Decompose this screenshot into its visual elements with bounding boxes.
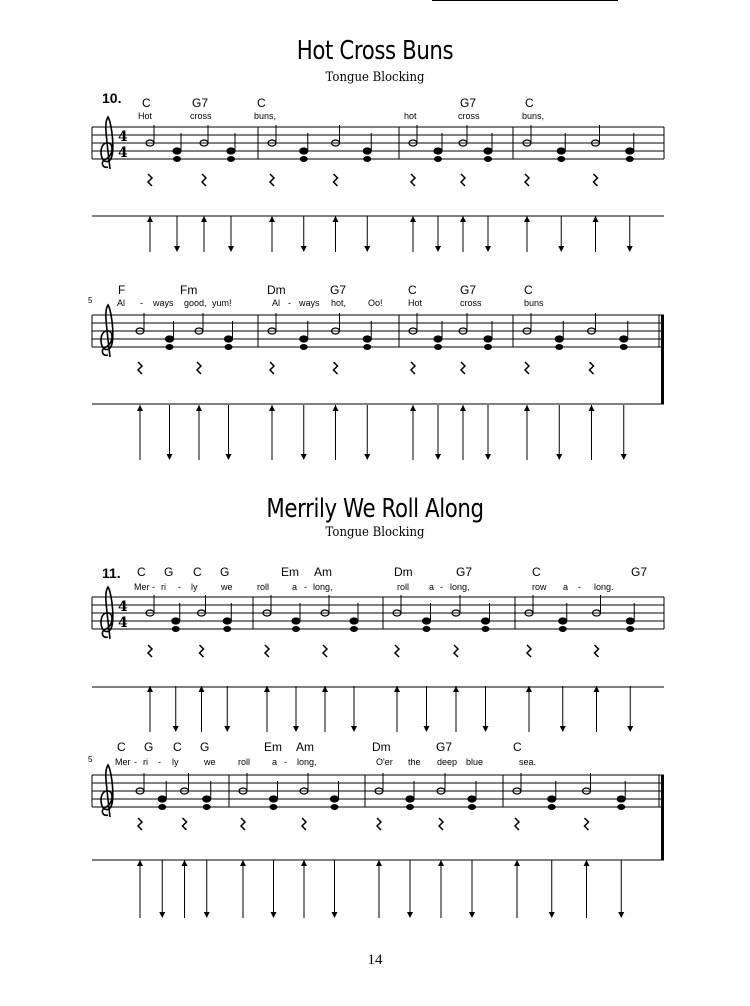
chord-symbol: G7 [460, 283, 477, 297]
chord-symbol: G7 [456, 565, 473, 579]
time-signature-top: 4 [118, 129, 128, 145]
lyric-syllable: a [292, 582, 298, 592]
lyric-syllable: cross [190, 111, 212, 121]
chord-symbol: Fm [180, 283, 198, 297]
blow-arrowhead [438, 860, 444, 866]
lyric-syllable: ri [161, 582, 166, 592]
blow-arrowhead [182, 860, 188, 866]
note-head [617, 796, 625, 802]
lyric-syllable: Hot [138, 111, 153, 121]
lyric-syllable: roll [397, 582, 410, 592]
chord-symbol: C [142, 96, 151, 110]
song-title-2: Merrily We Roll Along [266, 494, 484, 524]
lyric-syllable: buns [524, 298, 544, 308]
song-title-1: Hot Cross Buns [296, 36, 454, 66]
blow-arrowhead [514, 860, 520, 866]
note-head [270, 796, 278, 802]
lyric-syllable: hot, [331, 298, 347, 308]
chord-symbol: Dm [372, 740, 391, 754]
measure-number: 5 [88, 296, 93, 305]
draw-arrowhead [332, 912, 338, 918]
lyric-syllable: long, [297, 757, 317, 767]
chord-symbol: Dm [394, 565, 413, 579]
lyric-syllable: buns, [522, 111, 545, 121]
lyric-syllable: deep [437, 757, 458, 767]
chord-symbol: C [525, 96, 534, 110]
chord-symbol: C [117, 740, 126, 754]
lyric-syllable: good, [184, 298, 207, 308]
tab-rest [377, 818, 381, 830]
lyric-syllable: a [272, 757, 278, 767]
chord-symbol: G7 [330, 283, 347, 297]
lyric-syllable: Al [272, 298, 281, 308]
chord-symbol: G [144, 740, 154, 754]
chord-symbol: Am [296, 740, 314, 754]
lyric-syllable: long, [450, 582, 470, 592]
lyric-syllable: - [140, 298, 143, 308]
lyric-syllable: ways [153, 298, 174, 308]
measure-number: 5 [88, 755, 93, 764]
lyric-syllable: - [284, 757, 287, 767]
lyric-syllable: Mer [115, 757, 131, 767]
chord-symbol: C [513, 740, 522, 754]
tab-rest [585, 818, 589, 830]
lyric-syllable: roll [257, 582, 270, 592]
chord-symbol: F [118, 283, 126, 297]
lyric-syllable: blue [466, 757, 484, 767]
draw-arrowhead [549, 912, 555, 918]
lyric-syllable: we [204, 757, 216, 767]
chord-symbol: Em [281, 565, 299, 579]
lyric-syllable: ly [172, 757, 179, 767]
lyric-syllable: - [440, 582, 443, 592]
lyric-syllable: cross [458, 111, 480, 121]
chord-symbol: C [408, 283, 417, 297]
lyric-syllable: - [304, 582, 307, 592]
note-head [331, 804, 339, 810]
lyric-syllable: - [134, 757, 137, 767]
chord-symbol: Am [314, 565, 332, 579]
end-line [661, 807, 664, 860]
draw-arrowhead [271, 912, 277, 918]
note-head [468, 796, 476, 802]
tab-rest [302, 818, 306, 830]
chord-symbol: Dm [267, 283, 286, 297]
chord-symbol: G7 [192, 96, 209, 110]
note-head [617, 804, 625, 810]
lyric-syllable: ly [191, 582, 198, 592]
tab-rest [183, 818, 187, 830]
note-head [468, 804, 476, 810]
chord-symbol: G [164, 565, 174, 579]
tab-rest [439, 818, 443, 830]
note-head [548, 796, 556, 802]
draw-arrowhead [618, 912, 624, 918]
tab-rest [138, 818, 142, 830]
song-subtitle-2: Tongue Blocking [325, 525, 425, 540]
lyric-syllable: we [221, 582, 233, 592]
chord-symbol: G7 [436, 740, 453, 754]
chord-symbol: C [532, 565, 541, 579]
draw-arrowhead [204, 912, 210, 918]
time-signature-bottom: 4 [118, 145, 128, 161]
note-head [270, 804, 278, 810]
lyric-syllable: long. [594, 582, 614, 592]
blow-arrowhead [301, 860, 307, 866]
lyric-syllable: a [563, 582, 569, 592]
lyric-syllable: - [288, 298, 291, 308]
time-signature-top: 4 [118, 599, 128, 615]
chord-symbol: C [137, 565, 146, 579]
blow-arrowhead [240, 860, 246, 866]
chord-symbol: C [524, 283, 533, 297]
draw-arrowhead [469, 912, 475, 918]
chord-symbol: G7 [631, 565, 648, 579]
lyric-syllable: yum! [212, 298, 232, 308]
note-head [158, 804, 166, 810]
lyric-syllable: Oo! [368, 298, 383, 308]
lyric-syllable: long, [313, 582, 333, 592]
tab-rest [241, 818, 245, 830]
blow-arrowhead [376, 860, 382, 866]
lyric-syllable: a [429, 582, 435, 592]
note-head [203, 796, 211, 802]
time-signature-bottom: 4 [118, 615, 128, 631]
lyric-syllable: - [158, 757, 161, 767]
blow-arrowhead [137, 860, 143, 866]
chord-symbol: G [200, 740, 210, 754]
note-head [406, 796, 414, 802]
lyric-syllable: buns, [254, 111, 277, 121]
lyric-syllable: Al [117, 298, 126, 308]
chord-symbol: C [193, 565, 202, 579]
note-head [406, 804, 414, 810]
lyric-syllable: - [152, 582, 155, 592]
lyric-syllable: sea. [519, 757, 537, 767]
note-head [203, 804, 211, 810]
lyric-syllable: Hot [408, 298, 423, 308]
song-number-2: 11. [102, 565, 121, 581]
song-number-1: 10. [102, 90, 122, 106]
lyric-syllable: ri [143, 757, 148, 767]
page-number: 14 [367, 952, 383, 968]
chord-symbol: C [257, 96, 266, 110]
note-head [158, 796, 166, 802]
draw-arrowhead [407, 912, 413, 918]
draw-arrowhead [159, 912, 165, 918]
final-barline-thick [661, 775, 664, 807]
lyric-syllable: Mer [134, 582, 150, 592]
lyric-syllable: O'er [376, 757, 393, 767]
lyric-syllable: row [532, 582, 547, 592]
song-subtitle-1: Tongue Blocking [325, 70, 425, 85]
chord-symbol: Em [264, 740, 282, 754]
note-head [331, 796, 339, 802]
lyric-syllable: the [408, 757, 421, 767]
lyric-syllable: - [178, 582, 181, 592]
note-head [548, 804, 556, 810]
chord-symbol: C [173, 740, 182, 754]
lyric-syllable: roll [238, 757, 251, 767]
blow-arrowhead [584, 860, 590, 866]
tab-rest [515, 818, 519, 830]
lyric-syllable: hot [404, 111, 417, 121]
lyric-syllable: cross [460, 298, 482, 308]
chord-symbol: G [220, 565, 230, 579]
lyric-syllable: - [578, 582, 581, 592]
lyric-syllable: ways [299, 298, 320, 308]
chord-symbol: G7 [460, 96, 477, 110]
